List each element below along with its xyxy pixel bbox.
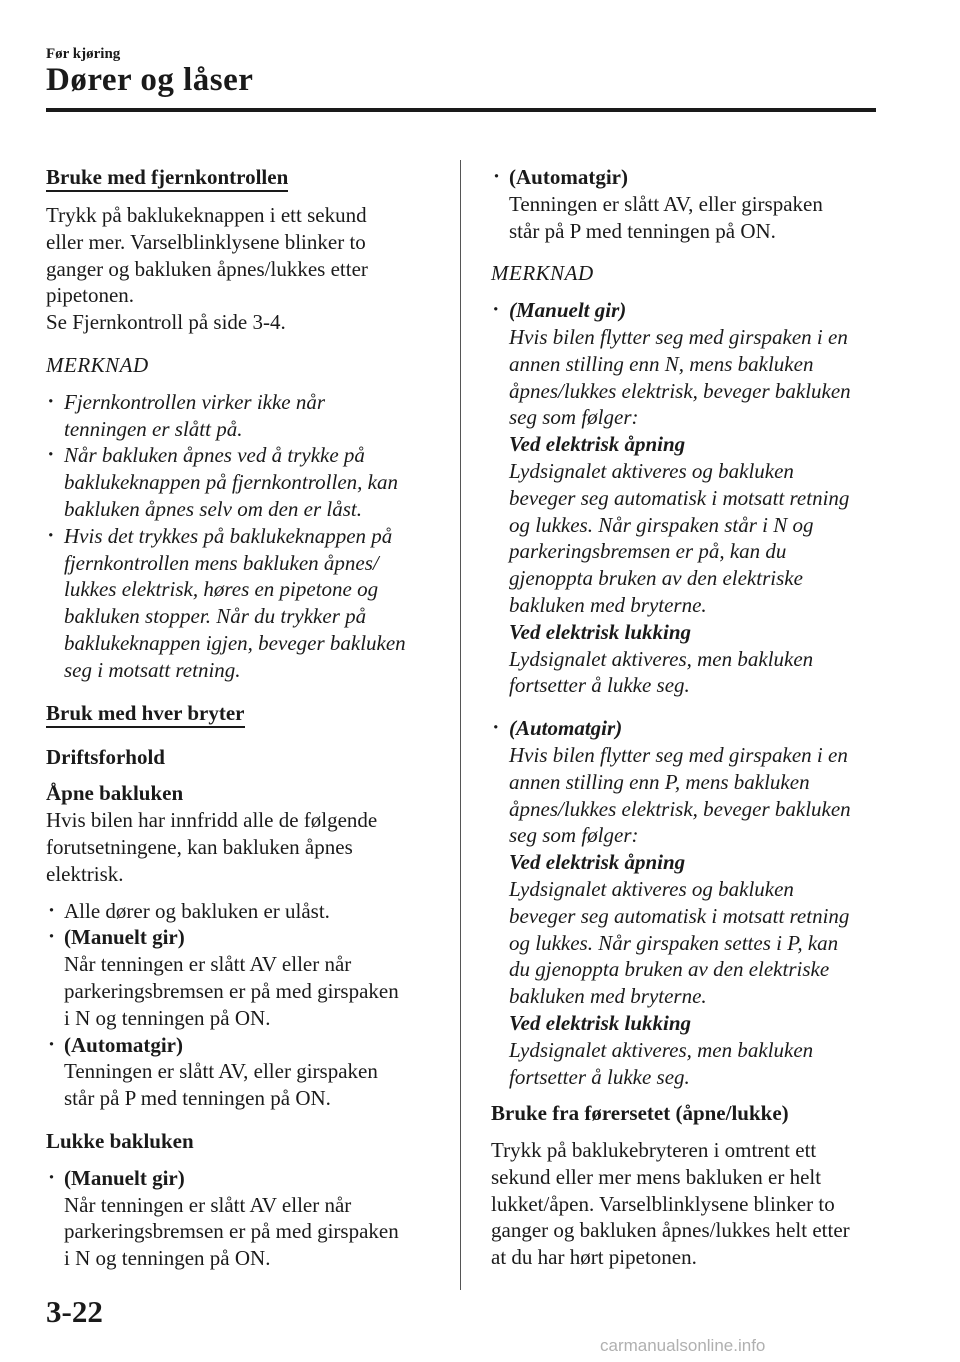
text-line: beveger seg automatisk i motsatt retning xyxy=(509,903,850,928)
column-divider xyxy=(460,160,461,1290)
condition-item xyxy=(491,164,886,244)
page-number: 3-22 xyxy=(46,1294,103,1329)
text-line: · Når bakluken åpnes ved å trykke på xyxy=(64,443,365,468)
text-line: fortsetter å lukke seg. xyxy=(509,1064,690,1089)
note-item xyxy=(491,715,886,1090)
note-item xyxy=(46,523,441,684)
item-subheading: Ved elektrisk lukking xyxy=(509,1010,692,1035)
text-line: Trykk på baklukeknappen i ett sekund xyxy=(46,203,367,227)
text-line: bakluken åpnes selv om den er låst. xyxy=(64,496,363,521)
left-column xyxy=(46,164,441,1272)
item-title: · (Automatgir) xyxy=(509,165,628,189)
text-line: eller mer. Varselblinklysene blinker to xyxy=(46,229,366,254)
condition-item xyxy=(46,924,441,1031)
text-line: lukkes elektrisk, høres en pipetone og xyxy=(64,577,379,602)
text-line: står på P med tenningen på ON. xyxy=(509,218,776,243)
condition-item xyxy=(46,1032,441,1112)
header-rule xyxy=(46,108,876,112)
page-title: Dører og låser xyxy=(46,62,254,98)
text-line: bakluken stopper. Når du trykker på xyxy=(64,604,367,629)
text-line: i N og tenningen på ON. xyxy=(64,1246,271,1271)
text-line: baklukeknappen igjen, beveger bakluken xyxy=(64,630,406,655)
text-line: · Hvis det trykkes på baklukeknappen på xyxy=(64,523,393,548)
text-line: ganger og bakluken åpnes/lukkes etter xyxy=(46,256,368,281)
text-line: ganger og bakluken åpnes/lukkes helt etter xyxy=(491,1218,850,1243)
text-line: parkeringsbremsen er på med girspaken xyxy=(64,978,399,1003)
text-line: elektrisk. xyxy=(46,861,124,886)
note-item xyxy=(46,442,441,522)
text-line: Når tenningen er slått AV eller når xyxy=(64,1192,352,1217)
text-line: parkeringsbremsen er på med girspaken xyxy=(64,1219,399,1244)
note-heading: MERKNAD xyxy=(46,352,149,377)
text-line: at du har hørt pipetonen. xyxy=(491,1245,697,1270)
watermark: carmanualsonline.info xyxy=(600,1336,766,1355)
text-line: Hvis bilen flytter seg med girspaken i en xyxy=(509,742,848,767)
text-line: forutsetningene, kan bakluken åpnes xyxy=(46,834,353,859)
text-line: står på P med tenningen på ON. xyxy=(64,1086,331,1111)
text-line: i N og tenningen på ON. xyxy=(64,1005,271,1030)
text-line: Trykk på baklukebryteren i omtrent ett xyxy=(491,1138,817,1163)
text-line: annen stilling enn N, mens bakluken xyxy=(509,351,814,376)
text-line: Hvis bilen har innfridd alle de følgende xyxy=(46,808,378,833)
text-line: parkeringsbremsen er på, kan du xyxy=(509,539,787,564)
condition-item xyxy=(46,1165,441,1272)
text-line: seg i motsatt retning. xyxy=(64,657,241,682)
open-paragraph xyxy=(46,807,441,887)
text-line: sekund eller mer mens bakluken er helt xyxy=(491,1164,822,1189)
item-title: · (Manuelt gir) xyxy=(64,1165,185,1190)
item-title: · (Manuelt gir) xyxy=(509,298,627,323)
operating-conditions-heading: Driftsforhold xyxy=(46,744,165,769)
note-item xyxy=(46,389,441,443)
text-line: Lydsignalet aktiveres, men bakluken xyxy=(509,1037,814,1062)
close-tailgate-heading: Lukke bakluken xyxy=(46,1128,194,1153)
text-line: og lukkes. Når girspaken står i N og xyxy=(509,512,814,537)
text-line: Lydsignalet aktiveres, men bakluken xyxy=(509,646,814,671)
driver-paragraph xyxy=(491,1137,886,1271)
remote-section-heading: Bruke med fjernkontrollen xyxy=(46,165,288,192)
text-line: fjernkontrollen mens bakluken åpnes/ xyxy=(64,550,379,575)
text-line: · Fjernkontrollen virker ikke når xyxy=(64,389,326,414)
text-line: tenningen er slått på. xyxy=(64,416,243,441)
text-line: baklukeknappen på fjernkontrollen, kan xyxy=(64,470,398,495)
note-heading: MERKNAD xyxy=(491,261,594,286)
item-subheading: Ved elektrisk åpning xyxy=(509,432,686,457)
remote-paragraph xyxy=(46,202,441,336)
text-line: Se Fjernkontroll på side 3-4. xyxy=(46,310,286,335)
text-line: Tenningen er slått AV, eller girspaken xyxy=(509,191,823,216)
text-line: · Alle dører og bakluken er ulåst. xyxy=(64,898,330,923)
text-line: Lydsignalet aktiveres og bakluken xyxy=(509,876,794,901)
text-line: du gjenoppta bruken av den elektriske xyxy=(509,957,830,982)
text-line: bakluken med bryterne. xyxy=(509,592,707,617)
text-line: Hvis bilen flytter seg med girspaken i en xyxy=(509,324,848,349)
text-line: pipetonen. xyxy=(46,283,135,308)
item-subheading: Ved elektrisk lukking xyxy=(509,619,692,644)
note-item xyxy=(491,297,886,699)
switch-section-heading: Bruk med hver bryter xyxy=(46,701,245,728)
section-label: Før kjøring xyxy=(46,46,121,62)
text-line: seg som følger: xyxy=(509,405,639,430)
item-subheading: Ved elektrisk åpning xyxy=(509,850,686,875)
text-line: Tenningen er slått AV, eller girspaken xyxy=(64,1059,378,1084)
text-line: fortsetter å lukke seg. xyxy=(509,673,690,698)
text-line: åpnes/lukkes elektrisk, beveger bakluken xyxy=(509,378,851,403)
text-line: lukket/åpen. Varselblinklysene blinker to xyxy=(491,1191,835,1216)
item-title: · (Manuelt gir) xyxy=(64,925,185,950)
text-line: seg som følger: xyxy=(509,823,639,848)
open-tailgate-heading: Åpne bakluken xyxy=(46,781,184,806)
item-title: · (Automatgir) xyxy=(509,716,623,741)
condition-item xyxy=(46,898,441,925)
item-title: · (Automatgir) xyxy=(64,1032,183,1057)
text-line: åpnes/lukkes elektrisk, beveger bakluken xyxy=(509,796,851,821)
text-line: beveger seg automatisk i motsatt retning xyxy=(509,485,850,510)
text-line: og lukkes. Når girspaken settes i P, kan xyxy=(509,930,839,955)
text-line: bakluken med bryterne. xyxy=(509,984,707,1009)
driver-seat-heading: Bruke fra førersetet (åpne/lukke) xyxy=(491,1101,789,1126)
text-line: Lydsignalet aktiveres og bakluken xyxy=(509,458,794,483)
text-line: gjenoppta bruken av den elektriske xyxy=(509,566,803,591)
text-line: annen stilling enn P, mens bakluken xyxy=(509,769,810,794)
right-column xyxy=(491,164,886,1271)
text-line: Når tenningen er slått AV eller når xyxy=(64,952,352,977)
